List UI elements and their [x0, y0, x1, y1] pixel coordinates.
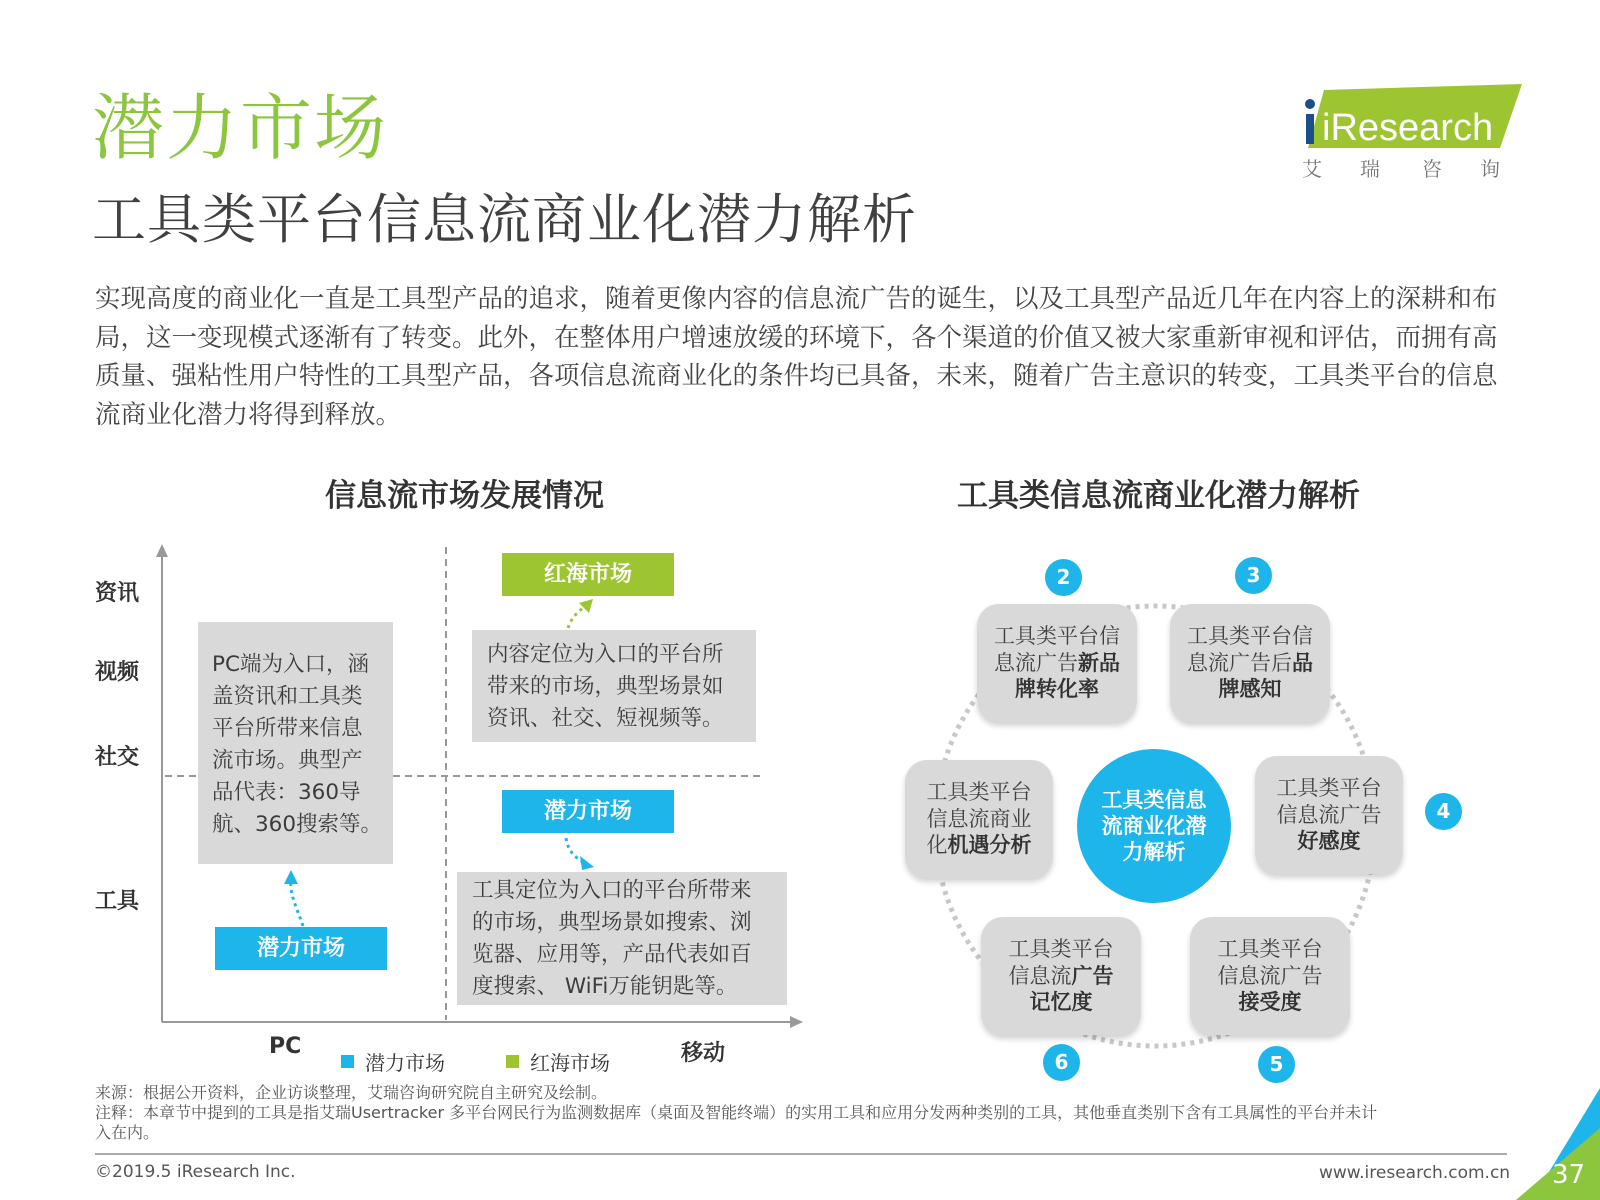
number-badge-6: 6	[1043, 1044, 1080, 1081]
diagram-center-circle: 工具类信息 流商业化潜 力解析	[1077, 749, 1231, 903]
y-label-social: 社交	[95, 745, 140, 770]
number-badge-3: 3	[1235, 557, 1272, 594]
page-number: 37	[1552, 1160, 1586, 1190]
tool-description-box: 工具定位为入口的平台所带来 的市场，典型场景如搜索、浏 览器、应用等，产品代表如百 度搜索、 WiFi万能钥匙等。	[457, 872, 787, 1005]
y-label-video: 视频	[95, 660, 140, 685]
content-description-box: 内容定位为入口的平台所 带来的市场，典型场景如 资讯、社交、短视频等。	[472, 630, 756, 742]
x-label-mobile: 移动	[681, 1041, 726, 1066]
legend-red-sea: 红海市场	[506, 1047, 610, 1076]
red-sea-market-tag: 红海市场	[502, 553, 674, 596]
footnotes: 来源：根据公开资料，企业访谈整理，艾瑞咨询研究院自主研究及绘制。 注释：本章节中提到的工具是指艾瑞Usertracker 多平台网民行为监测数据库（桌面及智能终端）的实用工具和应用分发两种类别的工具，其他垂直类别下含有工具属性的平台并未计 入在内。	[95, 1083, 1535, 1143]
y-label-tool: 工具	[95, 889, 140, 914]
footer-divider	[95, 1153, 1507, 1155]
number-badge-5: 5	[1258, 1046, 1295, 1083]
page-title: 潜力市场	[92, 86, 389, 170]
node-opportunity-analysis: 工具类平台 信息流商业 化机遇分析	[905, 760, 1053, 878]
svg-text:瑞: 瑞	[1360, 157, 1380, 181]
node-recall: 工具类平台 信息流广告 记忆度	[981, 917, 1141, 1035]
svg-text:艾: 艾	[1302, 157, 1322, 181]
number-badge-4: 4	[1425, 793, 1462, 830]
node-brand-perception: 工具类平台信 息流广告后品 牌感知	[1170, 604, 1330, 722]
page-subtitle: 工具类平台信息流商业化潜力解析	[92, 188, 917, 251]
potential-market-tag-mobile: 潜力市场	[502, 790, 674, 833]
annotation-note: 注释：本章节中提到的工具是指艾瑞Usertracker 多平台网民行为监测数据库（桌面及智能终端）的实用工具和应用分发两种类别的工具，其他垂直类别下含有工具属性的平台并未计	[95, 1103, 1378, 1122]
potential-market-tag-pc: 潜力市场	[215, 927, 387, 970]
node-acceptance: 工具类平台 信息流广告 接受度	[1190, 917, 1350, 1035]
right-diagram-title: 工具类信息流商业化潜力解析	[957, 478, 1360, 514]
svg-text:询: 询	[1480, 157, 1500, 181]
node-favorability: 工具类平台 信息流广告 好感度	[1255, 756, 1403, 874]
y-label-news: 资讯	[95, 581, 140, 606]
number-badge-2: 2	[1045, 559, 1082, 596]
legend-potential: 潜力市场	[341, 1047, 445, 1076]
intro-paragraph: 实现高度的商业化一直是工具型产品的追求，随着更像内容的信息流广告的诞生，以及工具型产品近几年在内容上的深耕和布局，这一变现模式逐渐有了转变。此外，在整体用户增速放缓的环境下，各个渠道的价值又被大家重新审视和评估，而拥有高质量、强粘性用户特性的工具型产品，各项信息流商业化的条件均已具备，未来，随着广告主意识的转变，工具类平台的信息流商业化潜力将得到释放。	[95, 284, 1498, 430]
node-new-brand-conversion: 工具类平台信 息流广告新品 牌转化率	[977, 604, 1137, 722]
left-chart-title: 信息流市场发展情况	[325, 478, 604, 514]
pc-description-box: PC端为入口，涵 盖资讯和工具类 平台所带来信息 流市场。典型产 品代表：360导 航、360搜索等。	[198, 622, 393, 864]
x-label-pc: PC	[269, 1034, 302, 1059]
logo-text: iResearch	[1322, 107, 1494, 149]
svg-text:咨: 咨	[1422, 157, 1442, 181]
copyright: ©2019.5 iResearch Inc.	[95, 1162, 296, 1182]
source-note: 来源：根据公开资料，企业访谈整理，艾瑞咨询研究院自主研究及绘制。	[95, 1083, 608, 1102]
website: www.iresearch.com.cn	[1319, 1163, 1511, 1183]
